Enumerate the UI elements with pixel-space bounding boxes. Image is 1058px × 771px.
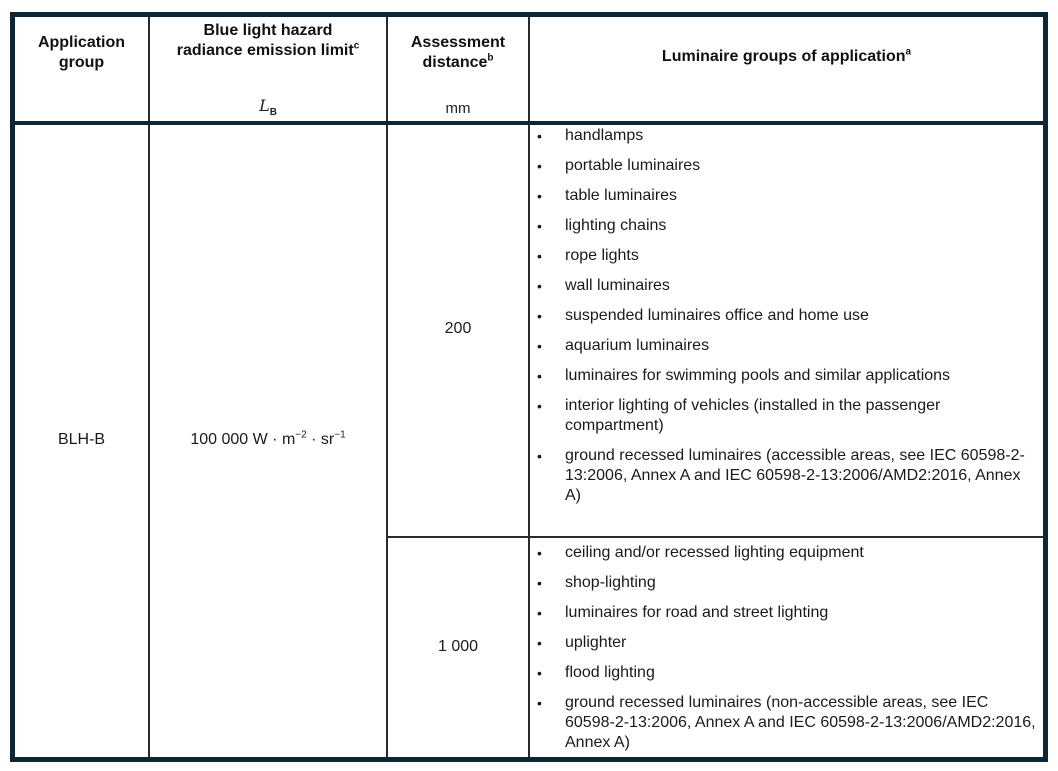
luminaire-list-item [530, 573, 1040, 593]
limit-value-text: · sr [306, 431, 335, 448]
bullet-icon: • [537, 278, 542, 294]
luminaire-list-item [530, 396, 1040, 436]
limit-value [150, 431, 386, 449]
header-luminaire-groups [530, 47, 1043, 67]
luminaire-label: ground recessed luminaires (accessible areas, see IEC 60598-2-13:2006, Annex A and IEC 60598-2-13:2006/AMD2:2016, Annex A) [565, 447, 1025, 504]
bullet-icon: • [537, 605, 542, 621]
header-assessment-distance [388, 33, 528, 73]
header-divider [15, 121, 1043, 125]
bullet-icon: • [537, 188, 542, 204]
bullet-icon: • [537, 368, 542, 384]
luminaire-list-item [530, 663, 1040, 683]
luminaire-list-item [530, 276, 1040, 296]
luminaire-list-item [530, 186, 1040, 206]
luminaire-list-item [530, 693, 1040, 753]
luminaire-list-item [530, 366, 1040, 386]
blh-symbol-subscript: B [269, 107, 277, 119]
bullet-icon: • [537, 665, 542, 681]
luminaire-label: luminaires for swimming pools and similar applications [565, 367, 951, 384]
luminaire-list-1000 [530, 543, 1040, 763]
bullet-icon: • [537, 398, 542, 414]
limit-exponent: −2 [295, 429, 307, 441]
luminaire-label: rope lights [565, 247, 639, 264]
luminaire-label: luminaires for road and street lighting [565, 604, 829, 621]
luminaire-list-item [530, 216, 1040, 236]
luminaire-list-item [530, 246, 1040, 266]
bullet-icon: • [537, 158, 542, 174]
distance-200: 200 [444, 320, 472, 337]
luminaire-list-200 [530, 126, 1040, 516]
header-assessment-distance-label: Assessment distance [410, 34, 506, 71]
bullet-icon: • [537, 448, 542, 464]
luminaire-label: handlamps [565, 127, 644, 144]
luminaire-label: uplighter [565, 634, 627, 651]
blh-symbol: L [259, 96, 270, 115]
header-luminaire-groups-label: Luminaire groups of application [661, 48, 906, 65]
header-application-group [15, 33, 148, 73]
bullet-icon: • [537, 695, 542, 711]
luminaire-label: aquarium luminaires [565, 337, 710, 354]
requirements-table [10, 12, 1048, 762]
luminaire-label: ceiling and/or recessed lighting equipment [565, 544, 864, 561]
header-assessment-unit: mm [445, 100, 471, 117]
distance-1000: 1 000 [437, 638, 479, 655]
bullet-icon: • [537, 128, 542, 144]
luminaire-label: suspended luminaires office and home use [565, 307, 869, 324]
bullet-icon: • [537, 248, 542, 264]
luminaire-list-item [530, 126, 1040, 146]
luminaire-list-item [530, 633, 1040, 653]
footnote-marker: c [353, 40, 360, 52]
bullet-icon: • [537, 308, 542, 324]
luminaire-label: shop-lighting [565, 574, 656, 591]
luminaire-list-item [530, 306, 1040, 326]
luminaire-label: flood lighting [565, 664, 655, 681]
header-application-group-label: Application group [37, 34, 126, 71]
header-blh-limit [150, 21, 386, 61]
footnote-marker: a [905, 46, 912, 58]
luminaire-list-item [530, 446, 1040, 506]
header-blh-limit-label: Blue light hazard radiance emission limit [176, 22, 354, 59]
luminaire-label: ground recessed luminaires (non-accessible areas, see IEC 60598-2-13:2006, Annex A and IEC 60598-2-13:2006/AMD2:2016, Annex A) [565, 694, 1036, 751]
row-divider [388, 536, 1043, 538]
application-group-value: BLH-B [57, 431, 106, 448]
column-divider [148, 17, 150, 757]
bullet-icon: • [537, 338, 542, 354]
header-blh-symbol [150, 96, 386, 118]
luminaire-list-item [530, 336, 1040, 356]
luminaire-label: table luminaires [565, 187, 678, 204]
luminaire-list-item [530, 543, 1040, 563]
bullet-icon: • [537, 575, 542, 591]
luminaire-label: portable luminaires [565, 157, 701, 174]
luminaire-list-item [530, 603, 1040, 623]
luminaire-label: interior lighting of vehicles (installed in the passenger compartment) [565, 397, 941, 434]
bullet-icon: • [537, 218, 542, 234]
limit-value-text: 100 000 W · m [190, 431, 296, 448]
bullet-icon: • [537, 635, 542, 651]
footnote-marker: b [487, 52, 494, 64]
luminaire-label: lighting chains [565, 217, 667, 234]
limit-exponent: −1 [334, 429, 346, 441]
luminaire-label: wall luminaires [565, 277, 670, 294]
luminaire-list-item [530, 156, 1040, 176]
bullet-icon: • [537, 545, 542, 561]
